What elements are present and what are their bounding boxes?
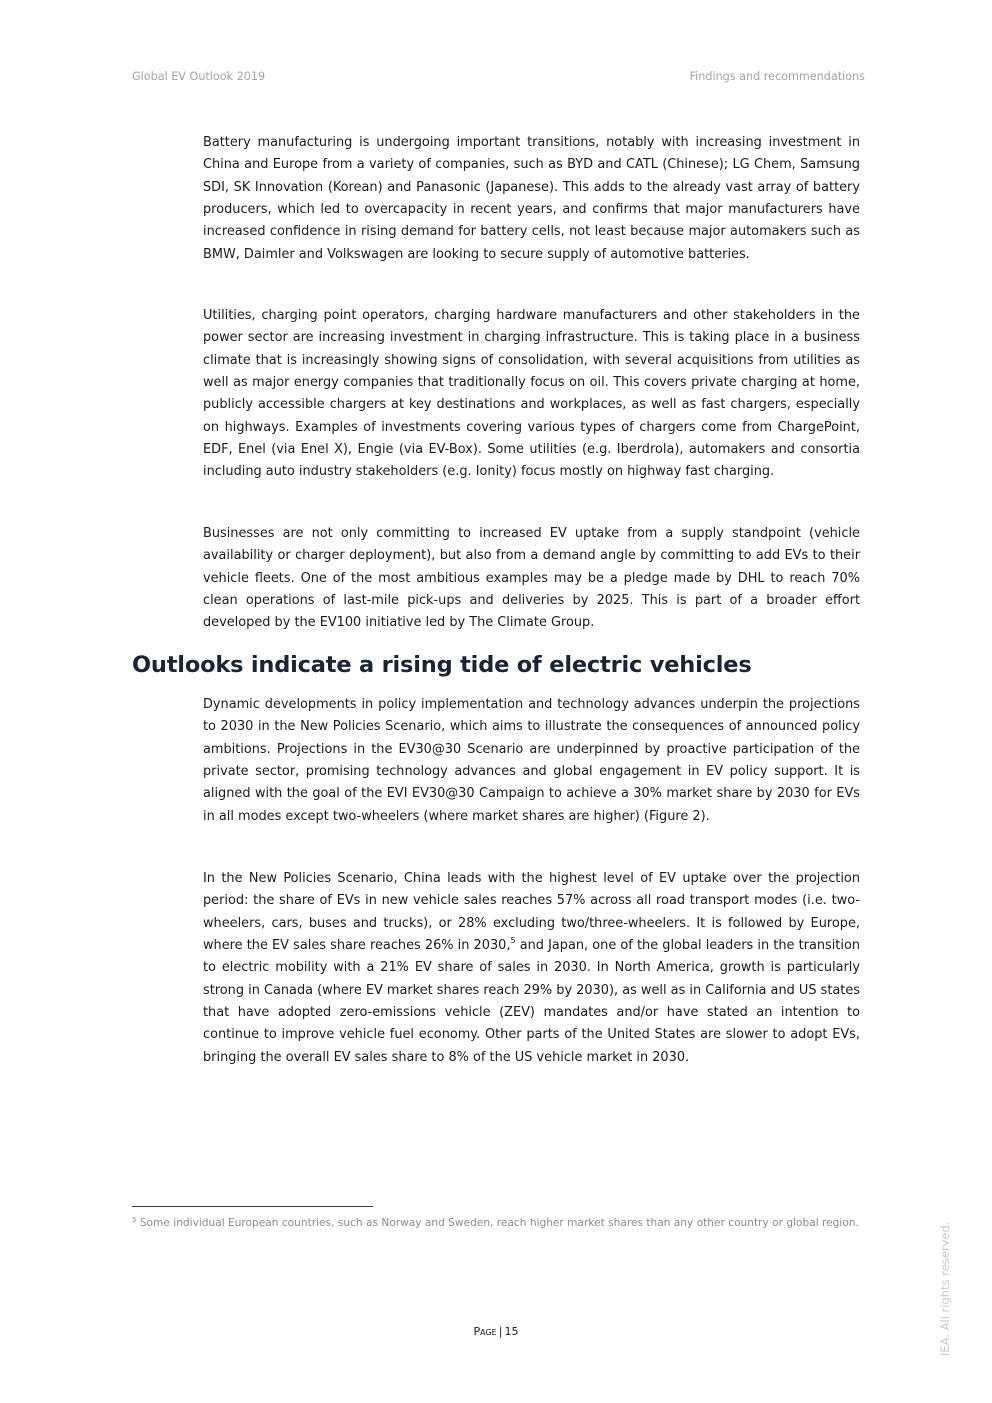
paragraph-scenario-projections: Dynamic developments in policy implementation and technology advances underpin the projections to 2030 in the New Policies Scenario, which aims to illustrate the consequences of announced policy ambitions. Projections in the EV30@30 Scenario are underpinned by proactive participation of the private sector, promising technology advances and global engagement in EV policy support. It is aligned with the goal of the EVI EV30@30 Campaign to achieve a 30% market share by 2030 for EVs in all modes except two-wheelers (where market shares are higher) (Figure 2). [203, 697, 860, 824]
running-header [132, 70, 865, 86]
footnote-marker: 5 [132, 1216, 137, 1224]
paragraph-regional-outlook [203, 868, 860, 1069]
footnote-reference[interactable]: 5 [510, 936, 516, 946]
paragraph-business-fleets: Businesses are not only committing to increased EV uptake from a supply standpoint (vehicle availability or charger deployment), but also from a demand angle by committing to add EVs to their vehicle fleets. One of the most ambitious examples may be a pledge made by DHL to reach 70% clean operations of last-mile pick-ups and deliveries by 2025. This is part of a broader effort developed by the EV100 initiative led by The Climate Group. [203, 526, 860, 631]
page-separator: | [498, 1325, 503, 1338]
page-number [0, 1325, 992, 1338]
footnote-text: Some individual European countries, such as Norway and Sweden, reach higher market shares than any other country or global region. [136, 1217, 859, 1229]
page-label: Page [473, 1325, 497, 1338]
header-document-title: Global EV Outlook 2019 [132, 70, 266, 83]
copyright-notice: IEA. All rights reserved. [938, 1221, 952, 1356]
header-section-title: Findings and recommendations [689, 70, 865, 83]
footnote-divider [132, 1206, 373, 1207]
paragraph-regional-outlook-part1: In the New Policies Scenario, China leads with the highest level of EV uptake over the projection period: the share of EVs in new vehicle sales reaches 57% across all road transport modes (i.e. two-wheelers, cars, buses and trucks), or 28% excluding two/three-wheelers. It is followed by Europe, where the EV sales share reaches 26% in 2030, [203, 871, 860, 954]
section-heading: Outlooks indicate a rising tide of electric vehicles [132, 652, 752, 678]
paragraph-battery-manufacturing: Battery manufacturing is undergoing important transitions, notably with increasing investment in China and Europe from a variety of companies, such as BYD and CATL (Chinese); LG Chem, Samsung SDI, SK Innovation (Korean) and Panasonic (Japanese). This adds to the already vast array of battery producers, which led to overcapacity in recent years, and confirms that major manufacturers have increased confidence in rising demand for battery cells, not least because major automakers such as BMW, Daimler and Volkswagen are looking to secure supply of automotive batteries. [203, 135, 860, 262]
page-number-value: 15 [504, 1325, 519, 1338]
paragraph-charging-infrastructure: Utilities, charging point operators, charging hardware manufacturers and other stakeholders in the power sector are increasing investment in charging infrastructure. This is taking place in a business climate that is increasingly showing signs of consolidation, with several acquisitions from utilities as well as major energy companies that traditionally focus on oil. This covers private charging at home, publicly accessible chargers at key destinations and workplaces, as well as fast chargers, especially on highways. Examples of investments covering various types of chargers come from ChargePoint, EDF, Enel (via Enel X), Engie (via EV-Box). Some utilities (e.g. Iberdrola), automakers and consortia including auto industry stakeholders (e.g. Ionity) focus mostly on highway fast charging. [203, 308, 860, 480]
footnote [132, 1214, 860, 1232]
paragraph-regional-outlook-part2: and Japan, one of the global leaders in the transition to electric mobility with a 21% EV share of sales in 2030. In North America, growth is particularly strong in Canada (where EV market shares reach 29% by 2030), as well as in California and US states that have adopted zero-emissions vehicle (ZEV) mandates and/or have stated an intention to continue to improve vehicle fuel economy. Other parts of the United States are slower to adopt EVs, bringing the overall EV sales share to 8% of the US vehicle market in 2030. [203, 938, 860, 1065]
